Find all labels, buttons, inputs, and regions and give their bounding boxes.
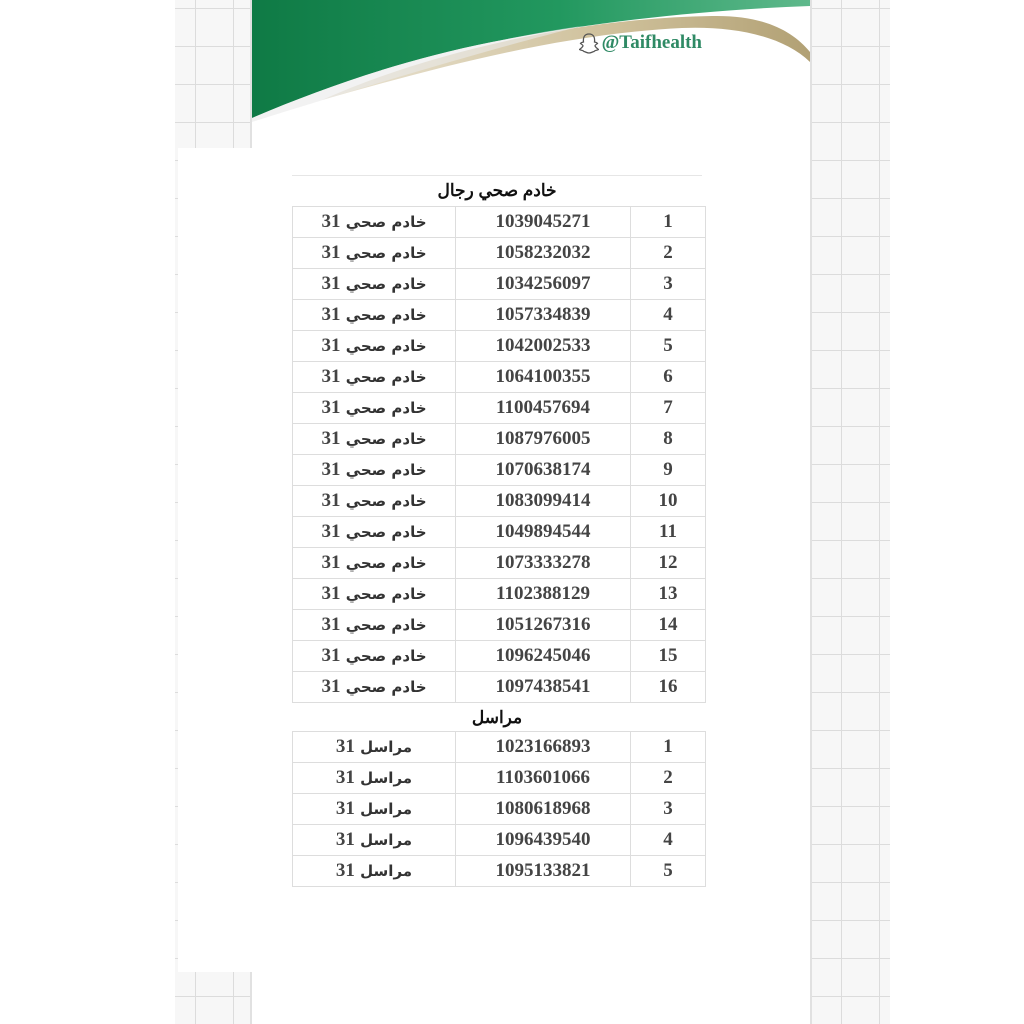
grade-number: 31: [335, 860, 355, 881]
job-title-text: خادم صحي: [345, 275, 427, 293]
grade-number: 31: [321, 583, 341, 604]
job-title-cell: [293, 825, 456, 856]
id-number-cell: 1064100355: [456, 362, 631, 393]
row-index-cell: 5: [631, 856, 706, 887]
table-row: [293, 393, 706, 424]
job-title-text: خادم صحي: [345, 492, 427, 510]
id-number-cell: 1100457694: [456, 393, 631, 424]
table-row: [293, 672, 706, 703]
section-title-couriers: مراسل: [471, 708, 523, 727]
id-number-cell: 1087976005: [456, 424, 631, 455]
id-number-cell: 1102388129: [456, 579, 631, 610]
job-title-cell: [293, 641, 456, 672]
social-handle-text: @Taifhealth: [601, 32, 702, 53]
row-index-cell: 14: [631, 610, 706, 641]
job-title-text: خادم صحي: [345, 523, 427, 541]
id-number-cell: 1096439540: [456, 825, 631, 856]
table-row: [293, 579, 706, 610]
header-wave-graphic: [252, 0, 810, 122]
grade-number: 31: [321, 242, 341, 263]
grade-number: 31: [321, 273, 341, 294]
table-row: [293, 424, 706, 455]
grade-number: 31: [321, 335, 341, 356]
row-index-cell: 1: [631, 732, 706, 763]
table-row: [293, 517, 706, 548]
job-title-text: خادم صحي: [345, 585, 427, 603]
row-index-cell: 4: [631, 300, 706, 331]
grade-number: 31: [335, 798, 355, 819]
id-number-cell: 1103601066: [456, 763, 631, 794]
job-title-cell: [293, 794, 456, 825]
job-title-text: مراسل: [360, 831, 413, 849]
id-number-cell: 1096245046: [456, 641, 631, 672]
table-row: [293, 825, 706, 856]
row-index-cell: 2: [631, 238, 706, 269]
grade-number: 31: [321, 490, 341, 511]
table-row: [293, 362, 706, 393]
job-title-text: خادم صحي: [345, 647, 427, 665]
job-title-text: خادم صحي: [345, 399, 427, 417]
job-title-text: خادم صحي: [345, 554, 427, 572]
table-row: [293, 207, 706, 238]
id-number-cell: 1023166893: [456, 732, 631, 763]
section-title-health-servants: خادم صحي رجال: [437, 181, 557, 200]
row-index-cell: 11: [631, 517, 706, 548]
job-title-text: خادم صحي: [345, 461, 427, 479]
job-title-cell: [293, 579, 456, 610]
job-title-cell: [293, 238, 456, 269]
job-title-text: خادم صحي: [345, 430, 427, 448]
id-number-cell: 1051267316: [456, 610, 631, 641]
row-index-cell: 13: [631, 579, 706, 610]
grade-number: 31: [321, 304, 341, 325]
snapchat-ghost-icon: [579, 32, 599, 54]
id-number-cell: 1058232032: [456, 238, 631, 269]
grade-number: 31: [321, 676, 341, 697]
table-row: [293, 610, 706, 641]
table-row: [293, 794, 706, 825]
grade-number: 31: [321, 552, 341, 573]
row-index-cell: 3: [631, 269, 706, 300]
job-title-text: مراسل: [360, 738, 413, 756]
table-row: [293, 238, 706, 269]
grade-number: 31: [335, 736, 355, 757]
grade-number: 31: [321, 614, 341, 635]
table-row: [293, 548, 706, 579]
grade-number: 31: [335, 829, 355, 850]
job-title-cell: [293, 517, 456, 548]
job-title-cell: [293, 548, 456, 579]
row-index-cell: 5: [631, 331, 706, 362]
table-row: [293, 300, 706, 331]
id-number-cell: 1073333278: [456, 548, 631, 579]
table-row: [293, 763, 706, 794]
job-title-text: خادم صحي: [345, 244, 427, 262]
roster-table-couriers: [292, 731, 706, 887]
id-number-cell: 1097438541: [456, 672, 631, 703]
job-title-cell: [293, 486, 456, 517]
job-title-cell: [293, 455, 456, 486]
id-number-cell: 1070638174: [456, 455, 631, 486]
grade-number: 31: [335, 767, 355, 788]
row-index-cell: 7: [631, 393, 706, 424]
job-title-cell: [293, 424, 456, 455]
job-title-cell: [293, 856, 456, 887]
id-number-cell: 1057334839: [456, 300, 631, 331]
row-index-cell: 12: [631, 548, 706, 579]
job-title-cell: [293, 763, 456, 794]
row-index-cell: 4: [631, 825, 706, 856]
grade-number: 31: [321, 459, 341, 480]
table-row: [293, 486, 706, 517]
row-index-cell: 8: [631, 424, 706, 455]
job-title-text: مراسل: [360, 800, 413, 818]
row-index-cell: 3: [631, 794, 706, 825]
table-row: [293, 269, 706, 300]
job-title-text: خادم صحي: [345, 213, 427, 231]
social-handle: [579, 32, 702, 54]
job-title-cell: [293, 362, 456, 393]
row-index-cell: 15: [631, 641, 706, 672]
id-number-cell: 1042002533: [456, 331, 631, 362]
job-title-cell: [293, 610, 456, 641]
id-number-cell: 1080618968: [456, 794, 631, 825]
table-row: [293, 641, 706, 672]
job-title-cell: [293, 732, 456, 763]
job-title-cell: [293, 300, 456, 331]
job-title-text: خادم صحي: [345, 616, 427, 634]
table-row: [293, 732, 706, 763]
job-title-text: خادم صحي: [345, 678, 427, 696]
header-banner: [252, 0, 810, 122]
job-title-text: خادم صحي: [345, 306, 427, 324]
id-number-cell: 1095133821: [456, 856, 631, 887]
table-row: [293, 856, 706, 887]
grade-number: 31: [321, 428, 341, 449]
grade-number: 31: [321, 397, 341, 418]
top-divider: [292, 175, 702, 176]
row-index-cell: 1: [631, 207, 706, 238]
id-number-cell: 1034256097: [456, 269, 631, 300]
roster-table-health-servants: [292, 206, 706, 703]
grade-number: 31: [321, 211, 341, 232]
job-title-cell: [293, 672, 456, 703]
row-index-cell: 16: [631, 672, 706, 703]
id-number-cell: 1083099414: [456, 486, 631, 517]
id-number-cell: 1039045271: [456, 207, 631, 238]
id-number-cell: 1049894544: [456, 517, 631, 548]
row-index-cell: 2: [631, 763, 706, 794]
job-title-text: مراسل: [360, 769, 413, 787]
row-index-cell: 6: [631, 362, 706, 393]
row-index-cell: 9: [631, 455, 706, 486]
table-row: [293, 331, 706, 362]
job-title-cell: [293, 269, 456, 300]
table-row: [293, 455, 706, 486]
grade-number: 31: [321, 521, 341, 542]
job-title-text: خادم صحي: [345, 337, 427, 355]
job-title-text: مراسل: [360, 862, 413, 880]
job-title-cell: [293, 393, 456, 424]
job-title-cell: [293, 207, 456, 238]
grade-number: 31: [321, 366, 341, 387]
row-index-cell: 10: [631, 486, 706, 517]
job-title-text: خادم صحي: [345, 368, 427, 386]
job-title-cell: [293, 331, 456, 362]
grade-number: 31: [321, 645, 341, 666]
